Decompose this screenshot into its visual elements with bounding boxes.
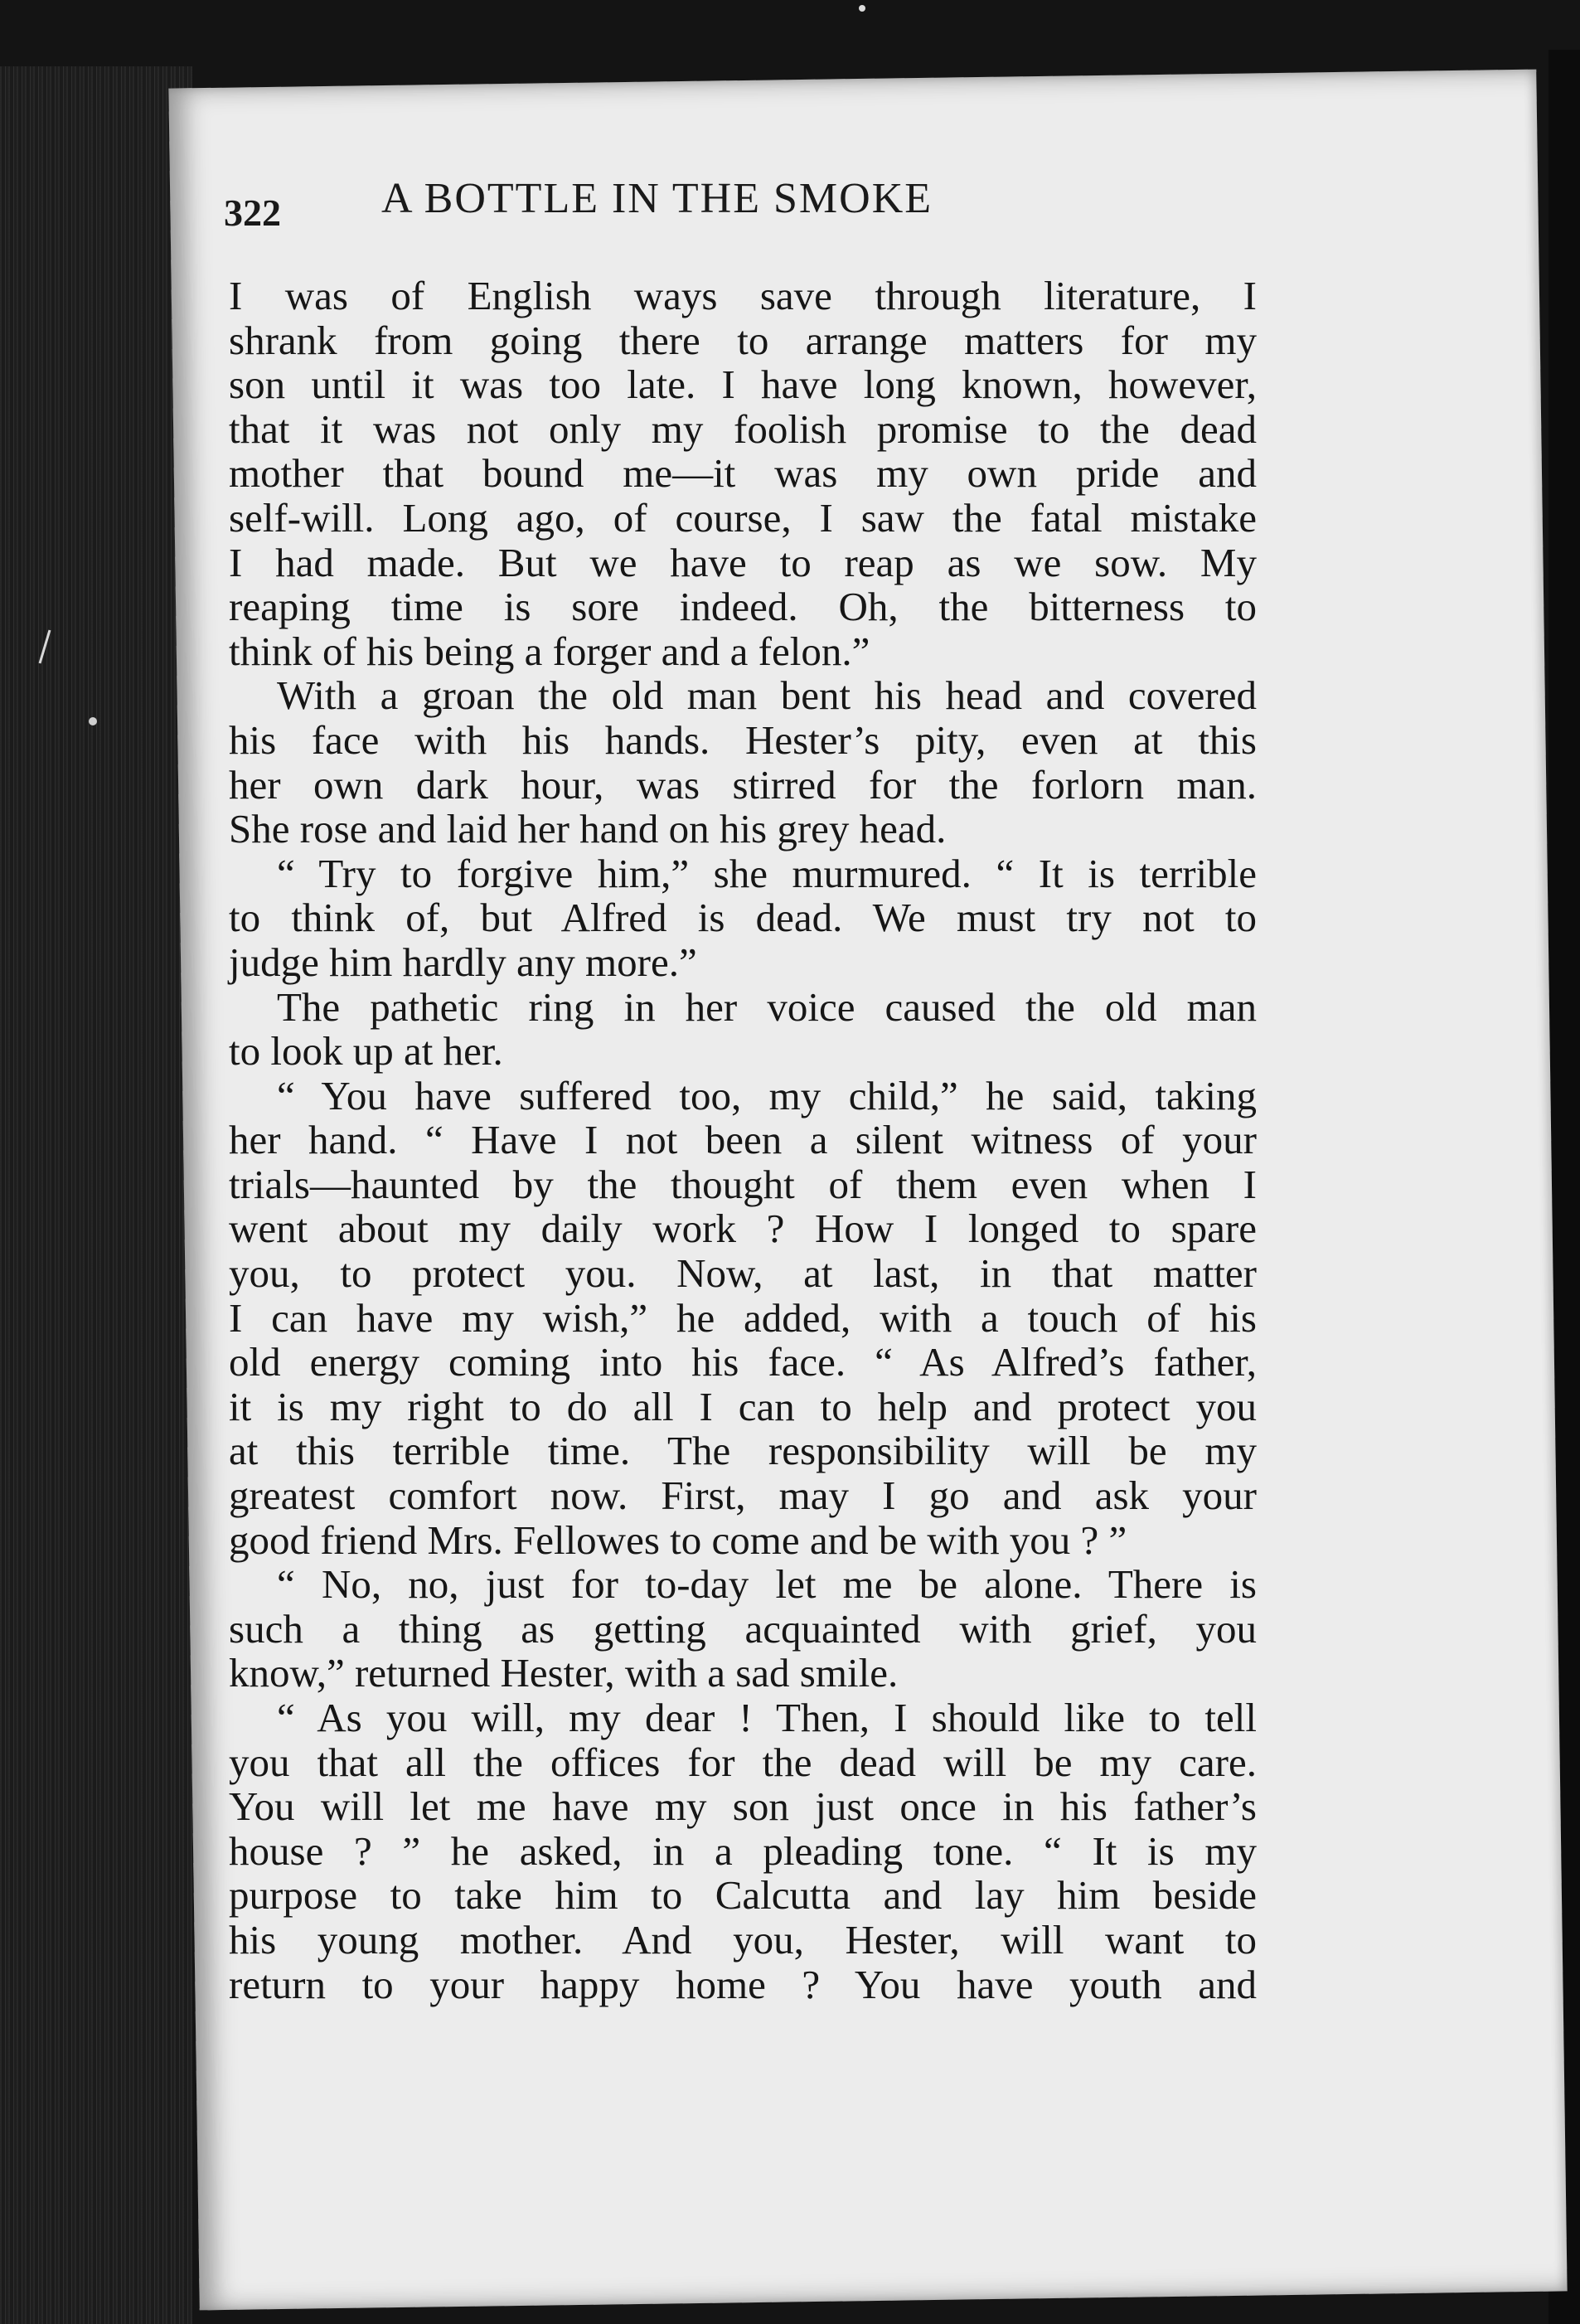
page-number: 322: [224, 192, 281, 234]
text-line: house ? ” he asked, in a pleading tone. “ It is my: [229, 1827, 1257, 1874]
text-line: old energy coming into his face. “ As Alfred’s father,: [229, 1339, 1257, 1385]
page-body-text: [229, 274, 1257, 2006]
text-line: to look up at her.: [229, 1028, 503, 1075]
text-line: “ Try to forgive him,” she murmured. “ It is terrible: [277, 850, 1257, 896]
text-line: his young mother. And you, Hester, will want to: [229, 1916, 1257, 1963]
text-line: that it was not only my foolish promise to the dead: [229, 405, 1257, 452]
text-line: “ No, no, just for to-day let me be alone. There is: [277, 1561, 1257, 1608]
book-binding-edge: [0, 66, 192, 2324]
text-line: think of his being a forger and a felon.”: [229, 628, 870, 674]
text-line: good friend Mrs. Fellowes to come and be with you ? ”: [229, 1516, 1127, 1563]
text-line: With a groan the old man bent his head and covered: [277, 672, 1257, 719]
text-line: reaping time is sore indeed. Oh, the bitterness to: [229, 584, 1257, 630]
text-line: shrank from going there to arrange matters for my: [229, 317, 1257, 363]
text-line: it is my right to do all I can to help and protect you: [229, 1383, 1257, 1429]
text-line: her hand. “ Have I not been a silent witness of your: [229, 1117, 1257, 1163]
text-line: “ You have suffered too, my child,” he said, taking: [277, 1072, 1257, 1118]
text-line: son until it was too late. I have long known, however,: [229, 361, 1257, 408]
running-title: A BOTTLE IN THE SMOKE: [381, 175, 933, 222]
text-line: I can have my wish,” he added, with a touch of his: [229, 1294, 1257, 1341]
text-line: you, to protect you. Now, at last, in that matter: [229, 1250, 1257, 1297]
text-line: She rose and laid her hand on his grey head.: [229, 806, 947, 852]
text-line: greatest comfort now. First, may I go and ask your: [229, 1473, 1257, 1519]
text-line: his face with his hands. Hester’s pity, even at this: [229, 716, 1257, 763]
scan-speck: [859, 5, 865, 12]
text-line: purpose to take him to Calcutta and lay him beside: [229, 1872, 1257, 1919]
text-line: to think of, but Alfred is dead. We must try not to: [229, 895, 1257, 941]
text-line: return to your happy home ? You have youth and: [229, 1961, 1257, 2007]
text-line: trials—haunted by the thought of them even when I: [229, 1161, 1257, 1207]
text-line: You will let me have my son just once in his father’s: [229, 1783, 1257, 1830]
text-line: her own dark hour, was stirred for the forlorn man.: [229, 761, 1257, 808]
text-line: “ As you will, my dear ! Then, I should like to tell: [277, 1695, 1257, 1740]
text-line: know,” returned Hester, with a sad smile.: [229, 1650, 899, 1696]
text-line: The pathetic ring in her voice caused the old man: [277, 983, 1257, 1030]
text-line: at this terrible time. The responsibility will be my: [229, 1428, 1257, 1474]
text-line: judge him hardly any more.”: [229, 939, 697, 985]
text-line: you that all the offices for the dead will be my care.: [229, 1739, 1257, 1785]
text-line: went about my daily work ? How I longed to spare: [229, 1206, 1257, 1252]
text-line: self-will. Long ago, of course, I saw the fatal mistake: [229, 494, 1257, 541]
text-line: I was of English ways save through literature, I: [229, 273, 1257, 318]
text-line: mother that bound me—it was my own pride and: [229, 450, 1257, 497]
page-header: [224, 108, 1301, 234]
text-line: such a thing as getting acquainted with grief, you: [229, 1605, 1257, 1652]
text-line: I had made. But we have to reap as we sow. My: [229, 539, 1257, 585]
